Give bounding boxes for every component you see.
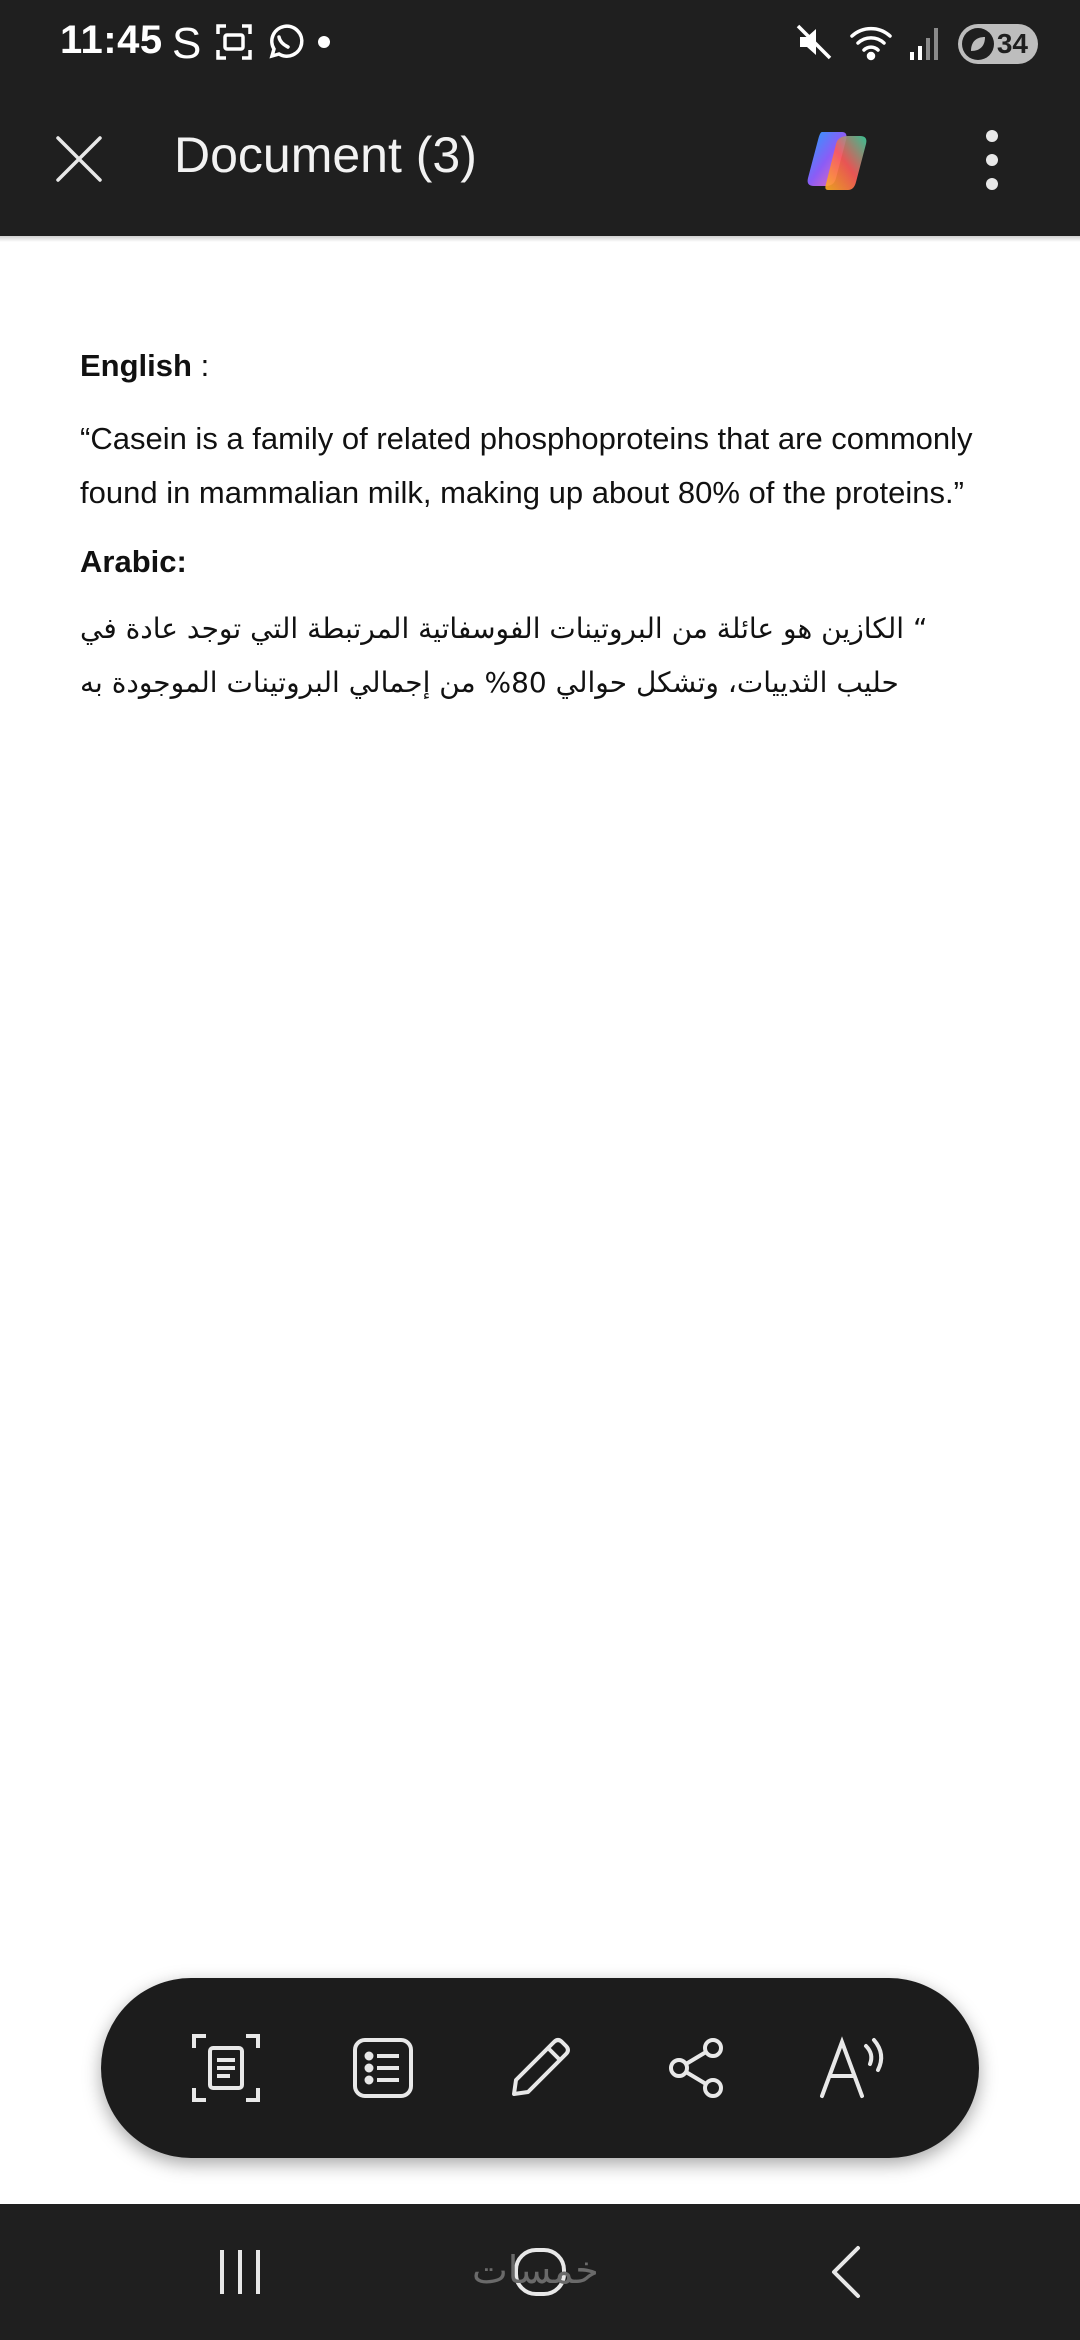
recent-apps-button[interactable]	[208, 2242, 272, 2302]
mute-icon	[794, 22, 834, 67]
watermark: خمسات	[472, 2248, 599, 2292]
app-bar-shadow	[0, 236, 1080, 242]
battery-indicator	[958, 24, 1038, 64]
edit-pencil-icon	[506, 2034, 574, 2102]
read-aloud-button[interactable]	[812, 2026, 896, 2110]
back-button[interactable]	[814, 2242, 878, 2302]
english-heading	[80, 340, 1000, 392]
close-icon	[50, 130, 108, 188]
copilot-button[interactable]	[802, 126, 872, 196]
whatsapp-icon	[264, 22, 304, 67]
english-label: English	[80, 348, 192, 383]
share-icon	[665, 2036, 729, 2100]
arabic-paragraph: “ الكازين هو عائلة من البروتينات الفوسفاتية المرتبطة التي توجد عادة في حليب الثدييات، وتشكل حوالي 80% من إجمالي البروتينات الموجودة به	[80, 612, 928, 699]
back-icon	[814, 2242, 878, 2302]
edit-button[interactable]	[498, 2026, 582, 2110]
outline-list-button[interactable]	[341, 2026, 425, 2110]
notification-icons	[170, 20, 334, 68]
wifi-icon	[848, 22, 894, 67]
close-button[interactable]	[50, 130, 108, 188]
read-aloud-icon	[818, 2034, 890, 2102]
status-time: 11:45	[60, 18, 163, 62]
signal-icon	[908, 22, 944, 67]
scan-text-button[interactable]	[184, 2026, 268, 2110]
english-paragraph: “Casein is a family of related phosphoproteins that are commonly found in mammalian milk, making up about 80% of the proteins.”	[80, 421, 973, 510]
scan-text-icon	[190, 2032, 262, 2104]
status-bar	[0, 0, 1080, 88]
bottom-toolbar	[101, 1978, 979, 2158]
share-button[interactable]	[655, 2026, 739, 2110]
document-content	[80, 340, 1000, 710]
skype-icon	[170, 20, 204, 69]
battery-level: 34	[996, 28, 1028, 59]
dot-icon	[314, 32, 334, 57]
power-saving-icon	[962, 28, 994, 60]
copilot-icon	[802, 126, 872, 196]
svg-text:S: S	[172, 19, 202, 64]
recent-apps-icon	[208, 2242, 272, 2302]
app-bar	[0, 88, 1080, 236]
document-title: Document (3)	[174, 127, 477, 183]
status-indicators	[794, 20, 1038, 68]
arabic-heading: Arabic:	[80, 544, 187, 579]
more-options-button[interactable]	[972, 124, 1012, 196]
english-label-suffix: :	[191, 348, 210, 383]
list-icon	[351, 2036, 415, 2100]
screenshot-icon	[214, 22, 254, 67]
more-vertical-icon	[972, 124, 1012, 196]
